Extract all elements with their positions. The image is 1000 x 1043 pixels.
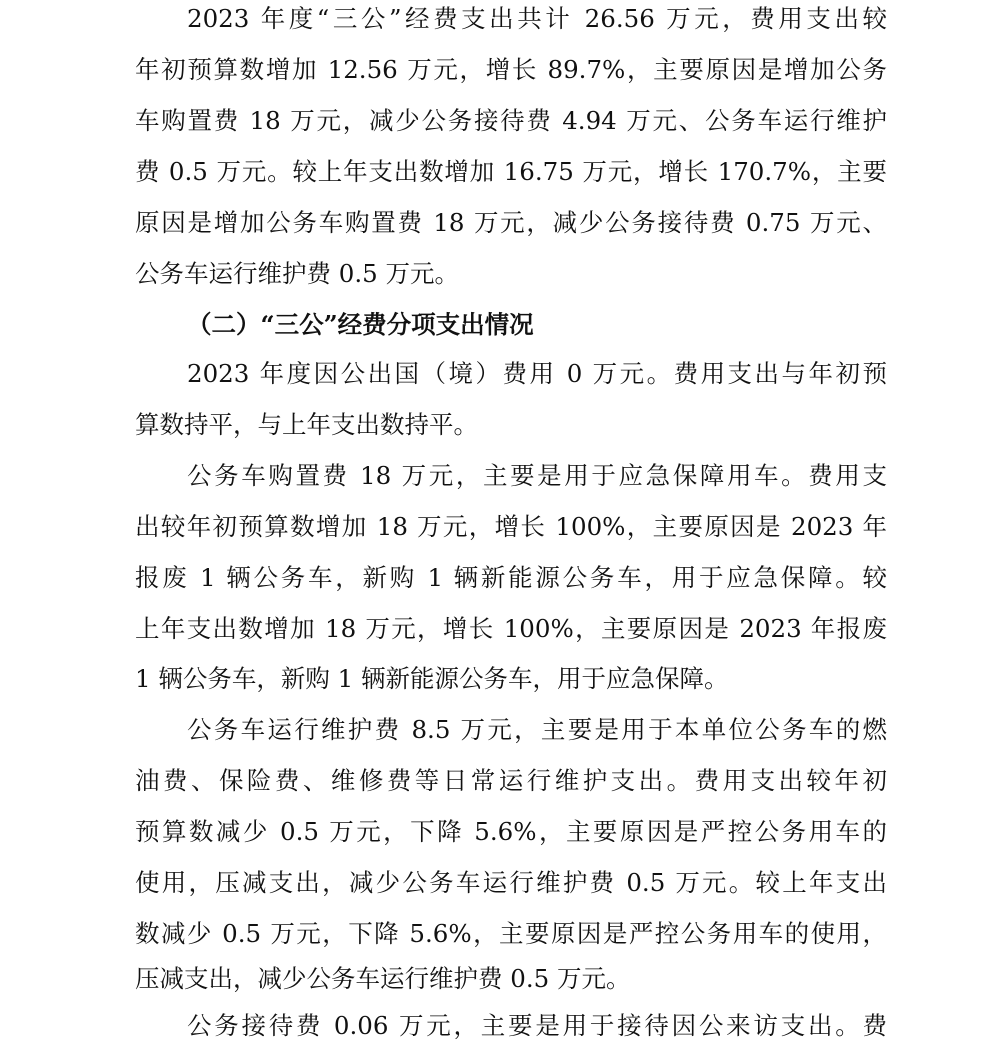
vehicle-maintenance-paragraph-line: 使用，压减支出，减少公务车运行维护费 0.5 万元。较上年支出 bbox=[135, 868, 887, 897]
vehicle-purchase-paragraph-line: 报废 1 辆公务车，新购 1 辆新能源公务车，用于应急保障。较 bbox=[135, 563, 887, 592]
summary-paragraph-line: 年初预算数增加 12.56 万元，增长 89.7%，主要原因是增加公务 bbox=[135, 55, 887, 84]
summary-paragraph-line: 原因是增加公务车购置费 18 万元，减少公务接待费 0.75 万元、 bbox=[135, 208, 887, 237]
vehicle-purchase-paragraph-line: 上年支出数增加 18 万元，增长 100%，主要原因是 2023 年报废 bbox=[135, 614, 887, 643]
vehicle-maintenance-paragraph-line: 油费、保险费、维修费等日常运行维护支出。费用支出较年初 bbox=[135, 766, 887, 795]
reception-paragraph-line: 公务接待费 0.06 万元，主要是用于接待因公来访支出。费 bbox=[187, 1011, 887, 1040]
vehicle-purchase-paragraph-line: 出较年初预算数增加 18 万元，增长 100%，主要原因是 2023 年 bbox=[135, 512, 887, 541]
summary-paragraph-line: 2023 年度“三公”经费支出共计 26.56 万元，费用支出较 bbox=[187, 4, 887, 33]
overseas-travel-paragraph-line: 算数持平，与上年支出数持平。 bbox=[135, 410, 478, 439]
summary-paragraph-line: 公务车运行维护费 0.5 万元。 bbox=[135, 259, 460, 288]
section-heading: （二）“三公”经费分项支出情况 bbox=[187, 310, 534, 339]
vehicle-maintenance-paragraph-line: 预算数减少 0.5 万元，下降 5.6%，主要原因是严控公务用车的 bbox=[135, 817, 887, 846]
vehicle-maintenance-paragraph-line: 数减少 0.5 万元，下降 5.6%，主要原因是严控公务用车的使用， bbox=[135, 919, 887, 948]
overseas-travel-paragraph-line: 2023 年度因公出国（境）费用 0 万元。费用支出与年初预 bbox=[187, 359, 887, 388]
vehicle-purchase-paragraph-line: 公务车购置费 18 万元，主要是用于应急保障用车。费用支 bbox=[187, 461, 887, 490]
vehicle-maintenance-paragraph-line: 公务车运行维护费 8.5 万元，主要是用于本单位公务车的燃 bbox=[187, 715, 887, 744]
vehicle-purchase-paragraph-line: 1 辆公务车，新购 1 辆新能源公务车，用于应急保障。 bbox=[135, 664, 729, 693]
summary-paragraph-line: 车购置费 18 万元，减少公务接待费 4.94 万元、公务车运行维护 bbox=[135, 106, 887, 135]
summary-paragraph-line: 费 0.5 万元。较上年支出数增加 16.75 万元，增长 170.7%，主要 bbox=[135, 157, 887, 186]
vehicle-maintenance-paragraph-line: 压减支出，减少公务车运行维护费 0.5 万元。 bbox=[135, 964, 631, 993]
